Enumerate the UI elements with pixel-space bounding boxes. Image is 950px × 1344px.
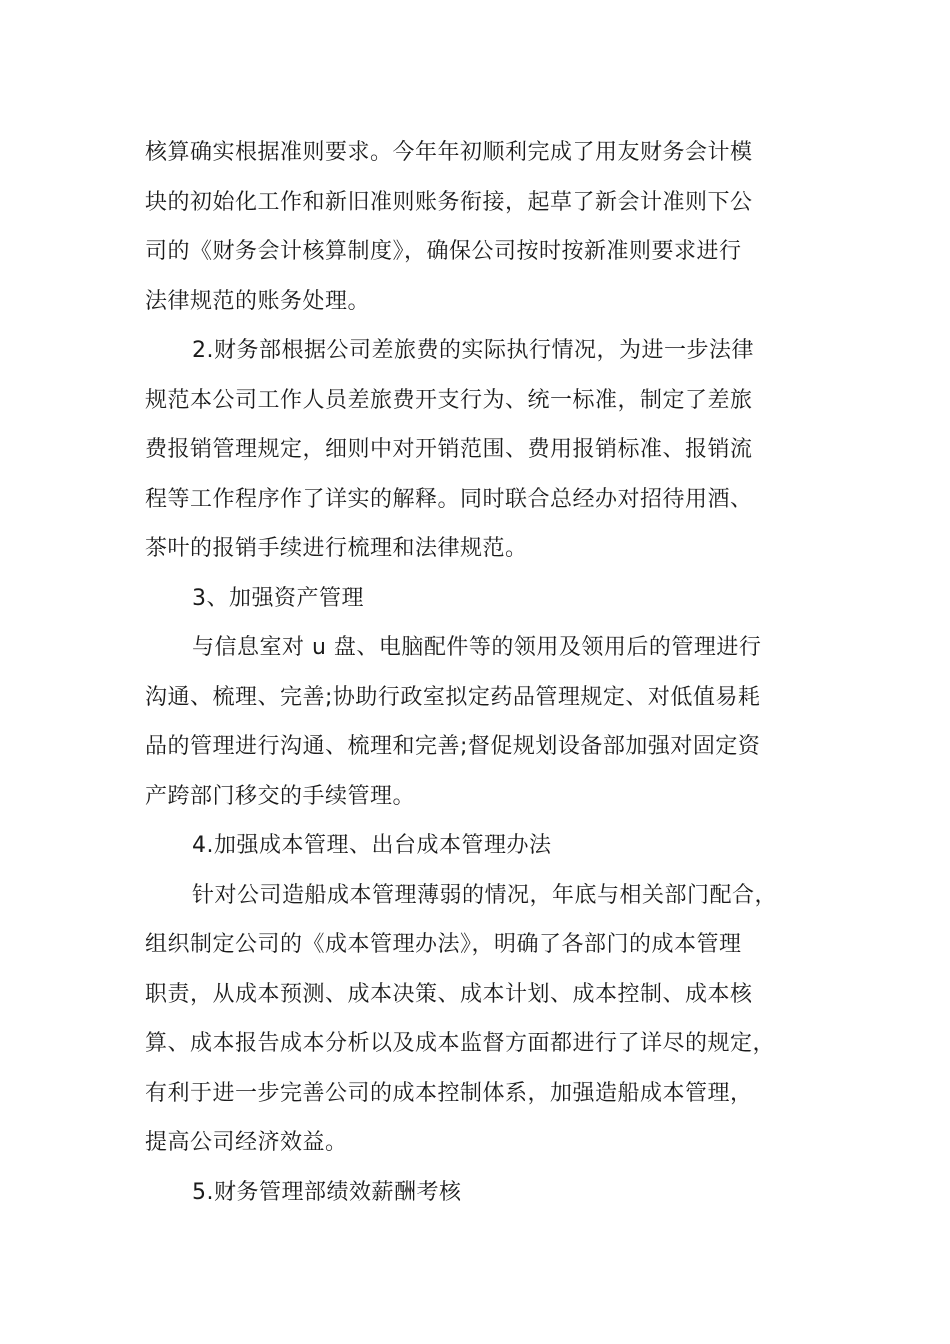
section-heading: 3、加强资产管理: [192, 585, 364, 611]
paragraph-line: 有利于进一步完善公司的成本控制体系，加强造船成本管理，: [145, 1080, 753, 1106]
paragraph-line: 程等工作程序作了详实的解释。同时联合总经办对招待用酒、: [145, 486, 753, 512]
paragraph-line: 块的初始化工作和新旧准则账务衔接，起草了新会计准则下公: [145, 189, 753, 215]
paragraph-line: 规范本公司工作人员差旅费开支行为、统一标准，制定了差旅: [145, 387, 753, 413]
paragraph-line: 品的管理进行沟通、梳理和完善;督促规划设备部加强对固定资: [145, 734, 761, 759]
paragraph-line: 核算确实根据准则要求。今年年初顺利完成了用友财务会计模: [145, 140, 753, 165]
section-heading: 4.加强成本管理、出台成本管理办法: [192, 833, 552, 858]
paragraph-line: 茶叶的报销手续进行梳理和法律规范。: [145, 536, 528, 561]
paragraph-line: 职责，从成本预测、成本决策、成本计划、成本控制、成本核: [145, 981, 753, 1007]
paragraph-line: 法律规范的账务处理。: [145, 288, 371, 314]
paragraph-line: 产跨部门移交的手续管理。: [145, 783, 416, 809]
paragraph-line: 沟通、梳理、完善;协助行政室拟定药品管理规定、对低值易耗: [145, 684, 761, 710]
paragraph-line: 提高公司经济效益。: [145, 1130, 348, 1155]
paragraph-line: 2.财务部根据公司差旅费的实际执行情况，为进一步法律: [192, 338, 754, 363]
paragraph-line: 组织制定公司的《成本管理办法》，明确了各部门的成本管理: [145, 932, 742, 957]
document-body: [145, 128, 825, 1217]
paragraph-line: 司的《财务会计核算制度》，确保公司按时按新准则要求进行: [145, 239, 742, 264]
paragraph-line: 费报销管理规定，细则中对开销范围、费用报销标准、报销流: [145, 437, 753, 462]
section-heading: 5.财务管理部绩效薪酬考核: [192, 1179, 462, 1205]
paragraph-line: 与信息室对 u 盘、电脑配件等的领用及领用后的管理进行: [192, 635, 762, 660]
paragraph-line: 算、成本报告成本分析以及成本监督方面都进行了详尽的规定，: [145, 1031, 776, 1056]
paragraph-line: 针对公司造船成本管理薄弱的情况，年底与相关部门配合，: [192, 882, 778, 908]
